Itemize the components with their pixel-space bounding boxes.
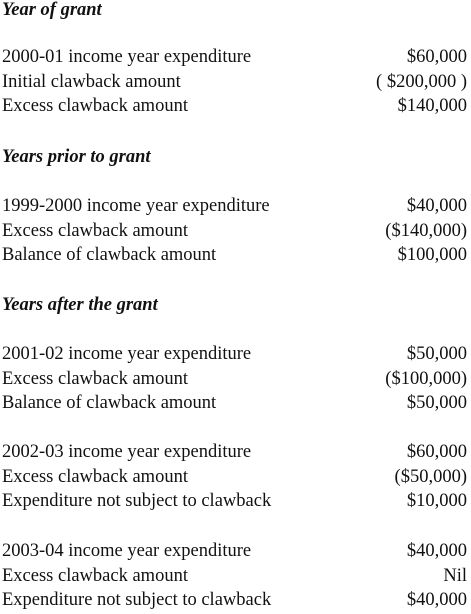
row-label: Excess clawback amount (2, 368, 188, 389)
row-value: $50,000 (406, 344, 467, 364)
row-value: $40,000 (406, 541, 467, 561)
row-value: ($50,000) (394, 466, 467, 487)
row-value: ($100,000) (385, 368, 467, 389)
table-row (2, 94, 467, 119)
row-value: $140,000 (397, 96, 467, 116)
row-label: Excess clawback amount (2, 565, 188, 586)
table-row (2, 391, 467, 416)
table-row (2, 70, 467, 95)
table-row (2, 465, 467, 490)
row-value: $60,000 (406, 442, 467, 462)
row-label: Balance of clawback amount (2, 393, 217, 413)
row-label: 2002-03 income year expenditure (2, 442, 252, 462)
table-row (2, 489, 467, 514)
row-label: Excess clawback amount (2, 96, 188, 116)
section-heading-years-prior: Years prior to grant (2, 147, 151, 167)
row-label: Expenditure not subject to clawback (2, 590, 272, 610)
table-row (2, 219, 467, 244)
section-heading-years-after: Years after the grant (2, 295, 158, 315)
row-label: Balance of clawback amount (2, 245, 217, 265)
row-value: ( $200,000 ) (376, 71, 467, 92)
row-value: $100,000 (397, 245, 467, 265)
row-label: Excess clawback amount (2, 220, 188, 241)
table-row (2, 564, 467, 589)
row-value: $40,000 (406, 196, 467, 216)
table-row (2, 440, 467, 465)
row-value: $10,000 (406, 491, 467, 511)
row-label: Excess clawback amount (2, 466, 188, 487)
row-label: Expenditure not subject to clawback (2, 491, 272, 511)
row-value: Nil (443, 565, 467, 586)
table-row (2, 539, 467, 564)
table-row (2, 45, 467, 70)
table-row (2, 243, 467, 268)
table-row (2, 588, 467, 613)
table-row (2, 342, 467, 367)
table-row (2, 367, 467, 392)
row-value: $60,000 (406, 47, 467, 67)
row-label: 1999-2000 income year expenditure (2, 196, 270, 216)
row-label: 2000-01 income year expenditure (2, 47, 252, 67)
table-row (2, 194, 467, 219)
row-value: $50,000 (406, 393, 467, 413)
row-label: 2003-04 income year expenditure (2, 541, 252, 561)
section-heading-year-of-grant: Year of grant (2, 0, 102, 20)
row-label: Initial clawback amount (2, 71, 181, 92)
row-label: 2001-02 income year expenditure (2, 344, 252, 364)
row-value: $40,000 (406, 590, 467, 610)
row-value: ($140,000) (385, 220, 467, 241)
